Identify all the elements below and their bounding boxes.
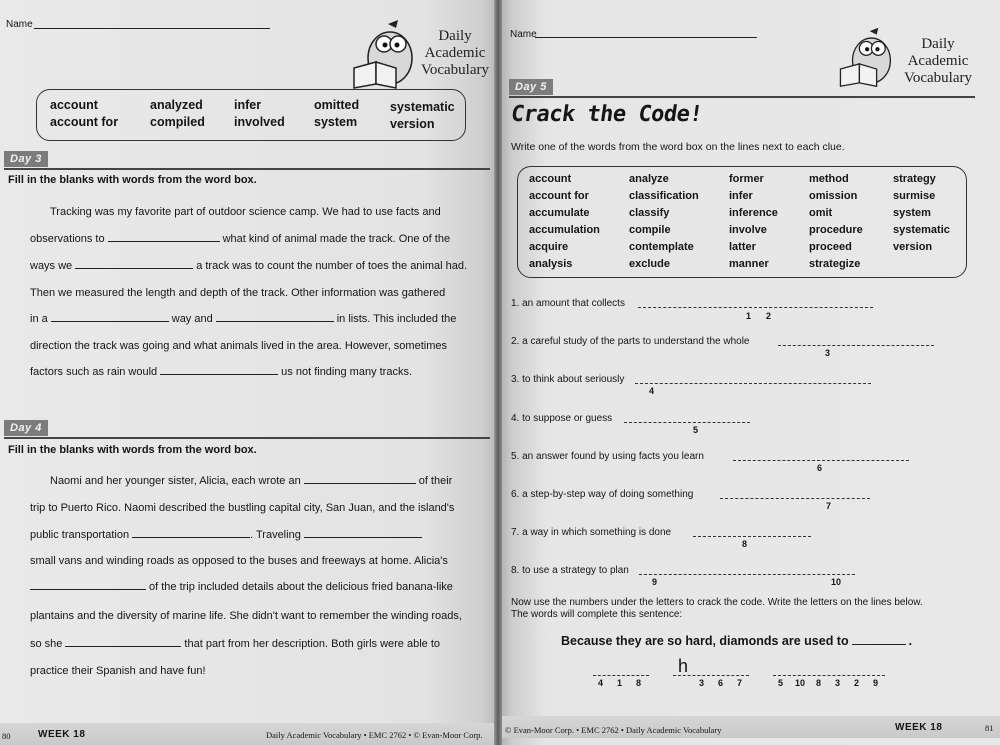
word-box-item: compile — [629, 224, 671, 236]
word-box-item: strategy — [893, 173, 936, 185]
paragraph-line — [30, 555, 448, 567]
line-text: that part from her description. Both girls were able to — [184, 638, 440, 650]
line-text: plantains and the diversity of marine life. She didn't want to remember the winding roads, — [30, 610, 462, 622]
paragraph-line — [30, 665, 206, 677]
name-line — [535, 37, 757, 38]
answer-dashes[interactable] — [720, 498, 870, 499]
word-box-item: account — [50, 98, 98, 112]
clue: 3. to think about seriously — [511, 374, 625, 385]
code-number: 2 — [854, 678, 860, 688]
word-box-item: analyzed — [150, 98, 203, 112]
word-box-item: system — [314, 115, 358, 129]
paragraph-line — [30, 313, 456, 325]
word-box-item: inference — [729, 207, 778, 219]
code-number: 4 — [649, 386, 655, 396]
day-3-tab: Day 3 — [4, 151, 48, 167]
logo-line: Vocabulary — [420, 62, 490, 78]
day-3-rule — [4, 168, 490, 170]
line-text: of the trip included details about the delicious fried banana-like — [149, 581, 453, 593]
code-number: 4 — [598, 678, 604, 688]
code-number: 6 — [817, 463, 823, 473]
line-text: . Traveling — [250, 529, 301, 541]
line-text: Tracking was my favorite part of outdoor science camp. We had to use facts and — [50, 206, 441, 218]
logo-wordmark — [895, 36, 981, 87]
word-box-item: classify — [629, 207, 670, 219]
paragraph-line — [30, 502, 454, 514]
footer-credit: Daily Academic Vocabulary • EMC 2762 • © Evan-Moor Corp. — [266, 730, 483, 740]
word-box-item: infer — [729, 190, 753, 202]
word-box-item: proceed — [809, 241, 852, 253]
logo-line: Daily — [438, 28, 472, 44]
day-3-instruction: Fill in the blanks with words from the word box. — [8, 174, 257, 186]
code-number: 8 — [636, 678, 642, 688]
right-page — [497, 0, 1000, 745]
word-box-column — [729, 173, 778, 275]
word-box-item: omit — [809, 207, 833, 219]
owl-logo-icon — [837, 25, 899, 89]
word-box-column — [893, 173, 950, 258]
answer-blank[interactable] — [216, 313, 334, 322]
paragraph-line — [30, 529, 425, 541]
word-box-item: omission — [809, 190, 858, 202]
activity-instruction: Write one of the words from the word box on the lines next to each clue. — [511, 141, 845, 153]
paragraph-line — [30, 610, 462, 622]
word-box-item: surmise — [893, 190, 936, 202]
paragraph-line — [50, 475, 452, 487]
word-box-column — [629, 173, 699, 275]
clue: 7. a way in which something is done — [511, 527, 672, 538]
answer-dashes[interactable] — [635, 383, 871, 384]
code-number: 8 — [742, 539, 748, 549]
code-dashes[interactable] — [593, 675, 649, 676]
name-label: Name — [510, 29, 537, 40]
word-box-item: system — [893, 207, 931, 219]
name-label: Name — [6, 19, 33, 30]
logo-line: Vocabulary — [903, 70, 973, 86]
day-5-tab: Day 5 — [509, 79, 553, 95]
week-label: WEEK 18 — [895, 722, 943, 733]
code-number: 10 — [831, 577, 842, 587]
line-text: public transportation — [30, 529, 130, 541]
word-box-item: classification — [629, 190, 699, 202]
word-box-item: involved — [234, 115, 285, 129]
word-box-column — [809, 173, 863, 275]
line-text: in a — [30, 313, 48, 325]
paragraph-line — [30, 260, 467, 272]
logo-wordmark — [420, 28, 490, 79]
word-box-column — [529, 173, 600, 275]
code-number: 1 — [746, 311, 752, 321]
answer-blank[interactable] — [852, 636, 906, 645]
day-4-rule — [4, 437, 490, 439]
word-box-item: former — [729, 173, 764, 185]
clue: 4. to suppose or guess — [511, 413, 613, 424]
paragraph-line — [30, 366, 412, 378]
word-box-item: analysis — [529, 258, 573, 270]
book-gutter — [494, 0, 502, 745]
page-number: 80 — [2, 731, 11, 741]
word-box-item: procedure — [809, 224, 863, 236]
line-text: practice their Spanish and have fun! — [30, 665, 206, 677]
word-box-item: infer — [234, 98, 262, 112]
word-box-item: account for — [50, 115, 119, 129]
paragraph-line — [30, 233, 450, 245]
answer-blank[interactable] — [160, 366, 278, 375]
code-letter: h — [678, 656, 689, 676]
code-number: 6 — [718, 678, 724, 688]
word-box-item: manner — [729, 258, 769, 270]
answer-dashes[interactable] — [638, 307, 873, 308]
page-number: 81 — [985, 723, 994, 733]
code-number: 2 — [766, 311, 772, 321]
code-number: 9 — [652, 577, 658, 587]
footer-credit: © Evan-Moor Corp. • EMC 2762 • Daily Academic Vocabulary — [505, 725, 722, 735]
paragraph-line — [30, 340, 447, 352]
code-dashes[interactable] — [773, 675, 885, 676]
line-text: factors such as rain would — [30, 366, 158, 378]
line-text: in lists. This included the — [336, 313, 457, 325]
owl-logo-icon — [350, 18, 422, 90]
left-page — [0, 0, 497, 745]
answer-blank[interactable] — [108, 233, 220, 242]
word-box-item: systematic — [893, 224, 950, 236]
activity-title: Crack the Code! — [509, 102, 704, 127]
code-number: 3 — [825, 348, 831, 358]
word-box-item: method — [809, 173, 849, 185]
answer-dashes[interactable] — [693, 536, 811, 537]
clue: 5. an answer found by using facts you learn — [511, 451, 704, 462]
word-box-item: involve — [729, 224, 767, 236]
answer-dashes[interactable] — [639, 574, 855, 575]
word-box-item: analyze — [629, 173, 669, 185]
answer-blank[interactable] — [51, 313, 169, 322]
line-text: way and — [171, 313, 213, 325]
line-text: Naomi and her younger sister, Alicia, each wrote an — [50, 475, 301, 487]
logo-line: Academic — [907, 53, 969, 69]
sentence-text: Because they are so hard, diamonds are used to — [561, 634, 849, 648]
clue: 8. to use a strategy to plan — [511, 565, 629, 576]
answer-blank[interactable] — [65, 638, 181, 647]
paragraph-line — [30, 581, 453, 593]
code-number: 5 — [693, 425, 699, 435]
clue: 6. a step-by-step way of doing something — [511, 489, 694, 500]
line-text: a track was to count the number of toes the animal had. — [196, 260, 468, 272]
code-number: 3 — [835, 678, 841, 688]
line-text: so she — [30, 638, 63, 650]
line-text: what kind of animal made the track. One of the — [222, 233, 451, 245]
clue: 2. a careful study of the parts to understand the whole — [511, 336, 750, 347]
code-number: 3 — [699, 678, 705, 688]
word-box-item: exclude — [629, 258, 670, 270]
code-number: 5 — [778, 678, 784, 688]
word-box-item: version — [390, 117, 435, 131]
logo-line: Academic — [424, 45, 486, 61]
line-text: ways we — [30, 260, 73, 272]
word-box-item: account for — [529, 190, 589, 202]
word-box-item: accumulate — [529, 207, 590, 219]
code-number: 7 — [737, 678, 743, 688]
code-number: 9 — [873, 678, 879, 688]
decode-instruction: The words will complete this sentence: — [511, 609, 683, 620]
answer-blank[interactable] — [304, 475, 416, 484]
paragraph-line — [30, 638, 440, 650]
code-sentence — [561, 634, 912, 648]
line-text: of their — [418, 475, 453, 487]
day-4-tab: Day 4 — [4, 420, 48, 436]
word-box-item: omitted — [314, 98, 360, 112]
answer-blank[interactable] — [30, 581, 146, 590]
answer-blank[interactable] — [304, 529, 422, 538]
word-box-item: contemplate — [629, 241, 694, 253]
paragraph-line — [30, 287, 445, 299]
answer-dashes[interactable] — [624, 422, 750, 423]
line-text: trip to Puerto Rico. Naomi described the bustling capital city, San Juan, and the island's — [30, 502, 455, 514]
word-box-item: version — [893, 241, 933, 253]
decode-instruction: Now use the numbers under the letters to crack the code. Write the letters on the lines below. — [511, 597, 923, 608]
word-box-item: strategize — [809, 258, 861, 270]
answer-blank[interactable] — [75, 260, 193, 269]
answer-dashes[interactable] — [778, 345, 934, 346]
clue: 1. an amount that collects — [511, 298, 625, 309]
paragraph-line — [50, 206, 441, 218]
code-dashes[interactable] — [673, 675, 749, 676]
code-number: 8 — [816, 678, 822, 688]
answer-dashes[interactable] — [733, 460, 909, 461]
word-box-item: latter — [729, 241, 756, 253]
code-number: 1 — [617, 678, 623, 688]
line-text: us not finding many tracks. — [281, 366, 413, 378]
name-line — [34, 28, 270, 29]
line-text: observations to — [30, 233, 105, 245]
word-box-item: accumulation — [529, 224, 600, 236]
line-text: Then we measured the length and depth of the track. Other information was gathered — [30, 287, 446, 299]
word-box-item: systematic — [390, 100, 455, 114]
code-number: 7 — [826, 501, 832, 511]
logo-line: Daily — [921, 36, 955, 52]
sentence-period: . — [908, 634, 913, 648]
day-4-instruction: Fill in the blanks with words from the word box. — [8, 444, 257, 456]
day-5-rule — [509, 96, 975, 98]
line-text: direction the track was going and what animals lived in the area. However, sometimes — [30, 340, 447, 352]
answer-blank[interactable] — [132, 529, 250, 538]
word-box-item: compiled — [150, 115, 205, 129]
code-number: 10 — [795, 678, 806, 688]
week-label: WEEK 18 — [38, 729, 86, 740]
word-box-item: acquire — [529, 241, 569, 253]
line-text: small vans and winding roads as opposed to the buses and freeways at home. Alicia's — [30, 555, 448, 567]
word-box-item: account — [529, 173, 572, 185]
